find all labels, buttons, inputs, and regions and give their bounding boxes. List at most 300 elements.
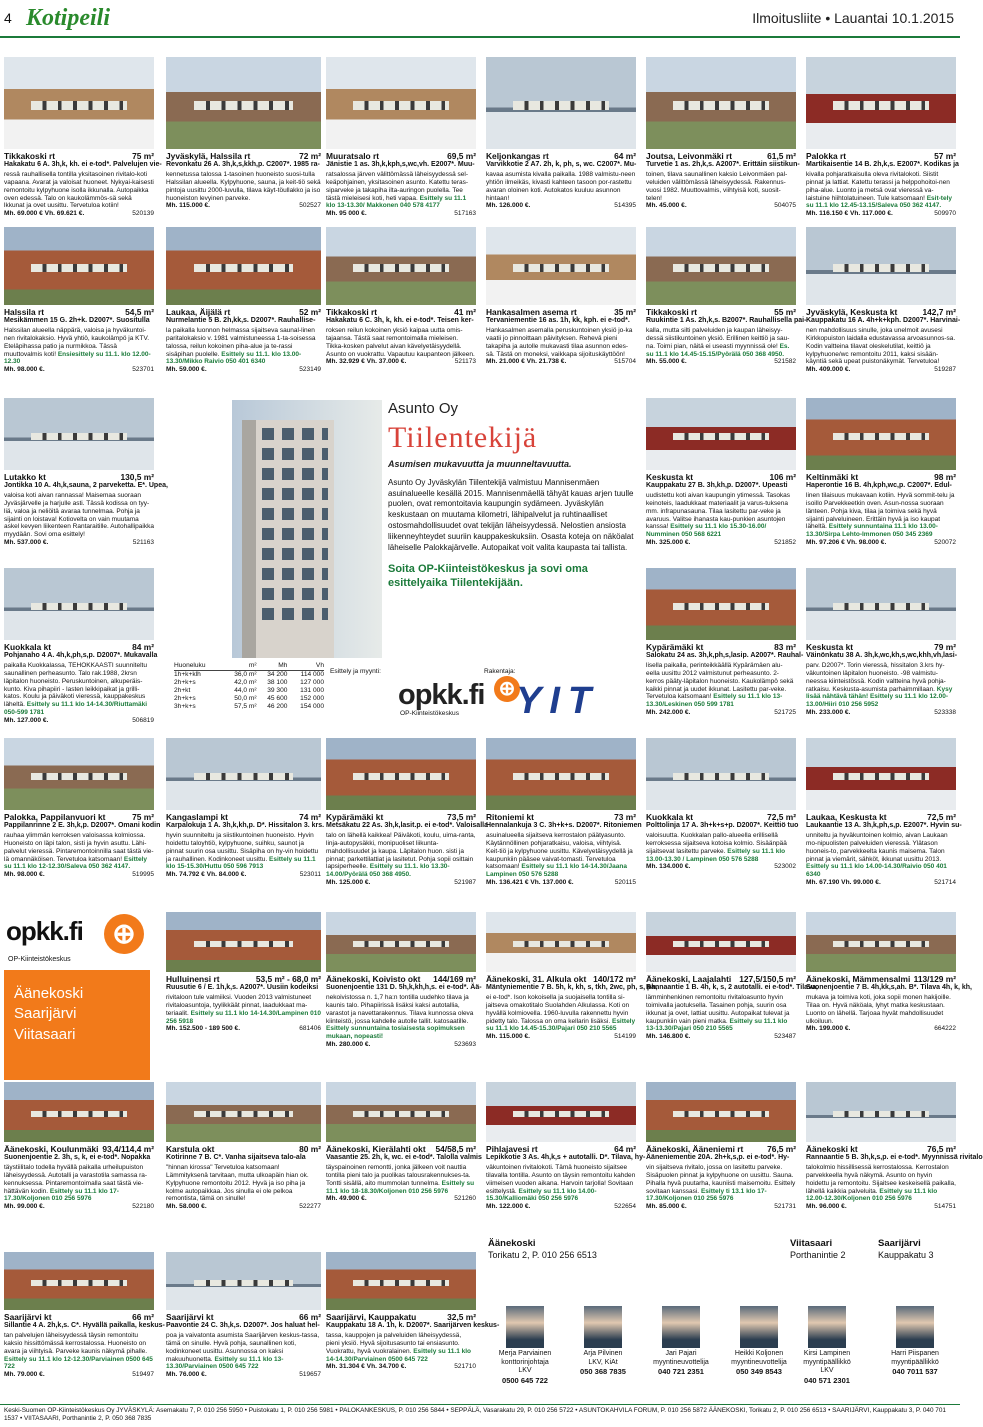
building-render	[232, 400, 382, 658]
listing-price-row	[486, 1033, 636, 1041]
listing-body	[166, 1164, 321, 1204]
listing-description: asuinalueella sijaitseva kerrostalon päätyasunto. Käytännöllinen pohjaratkaisu, valoisa, viihtyisä. Keit-tiö ja kylpyhuone uusittu. Kävelyetäisyydellä ja kaupunkiin pääsee vaivat-tomasti. Tervetuloa katsomaan!	[486, 831, 633, 871]
listing-description: väkuntoinen rivitalokoti. Tämä huoneisto sijaitsee tilavalla tontilla. Asunto on täysin remontoitu kahden viimeisen vuoden aikana. Harvoin tarjolla! Sovitaan esittelystä.	[486, 1163, 636, 1195]
listing-photo	[166, 227, 321, 305]
listing-description: "hinnan kirossa" Tervetuloa katsomaan! Lämmityksenä tarvitaan, mutta ulkoapäin hian ok. Kylpyhuone remontoitu 2012. Hyvä ja iso piha ja kolme autopaikkaa. Jos sinulla ei ole pelkoa remontista, tämä on sinulle!	[166, 1163, 309, 1203]
listing-title-row	[646, 812, 796, 822]
listing-title: Palokka, Pappilanvuori kt	[4, 812, 106, 822]
listing-card	[4, 227, 154, 405]
listing-card	[806, 398, 956, 590]
listing-photo	[326, 738, 476, 810]
office-viitasaari	[790, 1238, 846, 1261]
listing-title-row	[806, 642, 956, 652]
listing-description: talokolmio hissillisessä kerrostalossa. Kerrostalon parvekkeella hyvä näkymä. Asunto on hyvin hoidettu ja remontoitu. Sijaitsee keskeisellä paikalla, lähellä kaikkia palveluita.	[806, 1163, 956, 1195]
listing-price-row	[4, 717, 154, 725]
staff-name: Merja Parviainen	[498, 1350, 552, 1357]
listing-area: 130,5 m²	[120, 472, 154, 482]
listing-price: Mh. 21.000 € Vh. 21.738 €.	[486, 358, 567, 366]
listing-description: kivalla pohjaratkaisulla oleva rivitalokoti. Siistit pinnat ja lattiat. Katettu terassi ja helppohoitoi-nen piha-alue. Luonto ja metsä ovat vieressä va-laistuine hiihtolatuineen. Tule katsomaan!	[806, 170, 950, 202]
listing-price: Mh. 115.000 €.	[166, 202, 210, 210]
listing-price: Mh. 233.000 €.	[806, 709, 851, 717]
photo-windows	[194, 101, 293, 110]
listing-body	[646, 171, 796, 203]
listing-area: 41 m²	[454, 307, 476, 317]
opk-logo: opkk.fi	[398, 679, 485, 711]
listing-code: 521987	[454, 879, 476, 887]
listing-area: 74 m²	[299, 812, 321, 822]
table-row	[174, 703, 324, 711]
listing-text	[646, 307, 807, 367]
listing-address: Jänistie 1 as. 3h,k,kph,s,wc,vh. E2007*. Muu-	[326, 161, 475, 169]
photo-windows	[513, 1111, 609, 1117]
listing-text	[486, 1144, 646, 1211]
listing-area: 72,5 m²	[767, 812, 796, 822]
listing-description: kennetussa talossa 1-tasoinen huoneisto suosi-tulla Halssilan alueella. Kylpyhuone, sauna, ja keit-tiö sekä pintoja uusittu 2000-luvulla, tilava käyt-töullakko ja iso huoneiston levyinen parveke.	[166, 170, 321, 202]
listing-area: 113/129 m²	[913, 974, 956, 984]
listing-description: toinen, tilava saunallinen kaksio Leivonmäen pal-veluiden välittömässä läheisyydessä. Rakennus-vuosi 1982. Muuttovalmis, viihtyisä koti, suosit-telen!	[646, 170, 788, 202]
photo-windows	[31, 264, 127, 272]
listing-photo	[646, 738, 796, 810]
listing-price-row	[646, 709, 796, 717]
listing-title: Äänekoski, 31. Alkula okt	[486, 974, 587, 984]
listing-showing: Esittely su 11.1 klo 14.00-15.30/Kalliomäki 050 256 5976	[486, 1187, 597, 1203]
listing-address: Suonenjoentie 7 B. 4h,kk,s,ah. B*. Tilava 4h, k, kh,	[806, 984, 972, 992]
listing-description: parv. D2007*. Torin vieressä, hissitalon 3.krs hy-väkuntoinen läpitalon huoneisto. -98 valmistu-neessa kiinteistössä. Kodin valtteina hyvä pohja-ratkaisu. Keskusta-asumista parhaimmillaan.	[806, 661, 946, 693]
listing-body	[646, 662, 796, 710]
listing-area: 84 m²	[132, 642, 154, 652]
listing-card	[806, 1082, 983, 1252]
listing-price: Mh. 325.000 €.	[646, 539, 691, 547]
listing-address: Laukaantie 13 A. 3h,k,ph,s,p. E2007*. Hyvin su-	[806, 822, 962, 830]
listing-code: 521260	[454, 1195, 476, 1203]
listing-price: Mh. 69.000 € Vh. 69.621 €.	[4, 210, 85, 218]
listing-photo	[486, 1082, 636, 1142]
listing-code: 523011	[299, 871, 321, 879]
listing-area: 140/172 m²	[593, 974, 636, 984]
listing-price-row	[646, 358, 796, 366]
staff-phone: 0500 645 722	[502, 1375, 548, 1385]
listing-title: Saarijärvi, Kauppakatu	[326, 1312, 417, 1322]
listing-code: 522277	[299, 1203, 321, 1211]
listing-code: 504075	[774, 202, 796, 210]
listing-price: Mh. 96.000 €.	[806, 1203, 847, 1211]
listing-address: Suonenjoentie 2. 3h, s, k, ei e-tod*. Nopakka	[4, 1154, 151, 1162]
listing-area: 75 m²	[132, 151, 154, 161]
photo-windows	[31, 101, 127, 110]
listing-text	[806, 1144, 983, 1211]
listing-code: 521731	[774, 1203, 796, 1211]
listing-description: uudistettu koti aivan kaupungin ytimessä. Tasokas keinoteis, laadukkaat materiaalit ja varus-tuksena mm. infrapunasauna. Tilaa lasitettu par-veke ja avaruus. Valitse ihanasta kau-punkien asuntojen kanssa!	[646, 491, 791, 531]
listing-code: 521582	[774, 358, 796, 366]
opk-side-ad	[4, 912, 150, 1080]
listing-photo	[4, 738, 154, 810]
listing-title-row	[4, 642, 154, 652]
listing-card	[646, 738, 799, 930]
listing-price-row	[166, 1203, 321, 1211]
photo-windows	[833, 773, 929, 780]
table-row	[174, 671, 324, 680]
listing-area: 98 m²	[934, 472, 956, 482]
listing-text	[326, 151, 476, 218]
listing-price-row	[806, 1025, 956, 1033]
listing-price: Mh. 98.000 €.	[4, 871, 45, 879]
listing-text	[4, 642, 158, 725]
listing-price-row	[326, 358, 476, 366]
photo-windows	[673, 941, 769, 947]
photo-windows	[353, 1280, 449, 1286]
listing-price-row	[166, 871, 321, 879]
photo-windows	[833, 1111, 929, 1117]
listing-address: Salokatu 24 as. 3h,k,ph,s,lasip. A2007*. Rauhal-	[646, 652, 804, 660]
listing-card	[646, 227, 807, 405]
listing-area: 69,5 m²	[447, 151, 476, 161]
listing-title: Keltinmäki kt	[806, 472, 859, 482]
listing-description: la paikalla luonnon helmassa sijaitseva saunal-linen paritalokaksio v. 1981 valmistuneessa 1-ta-soisessa talossa, reilun kokoinen piha-alue ja te-rassi sisäpihan puolelle.	[166, 326, 316, 358]
listing-text	[806, 642, 956, 717]
listing-text	[326, 1312, 500, 1372]
listing-title-row	[486, 151, 636, 161]
listing-address: Tervaniementie 16 as. 1h, kk, kph. ei e-tod*.	[486, 317, 630, 325]
listing-description: rivitaloon tule valmiiksi. Vuoden 2013 valmistuneet rivitaloasuntoja, tyylikkäät pinnat, laadukkaat ma-teriaalit.	[166, 993, 312, 1017]
listing-title-row	[166, 1144, 321, 1154]
listing-text	[806, 307, 961, 374]
listing-code: 519657	[299, 1371, 321, 1379]
listing-title: Äänekoski, Koivisto okt	[326, 974, 421, 984]
listing-title: Tikkakoski rt	[646, 307, 698, 317]
listing-price-row	[4, 871, 154, 879]
project-slogan: Asumisen mukavuutta ja muunneltavuutta.	[388, 458, 572, 469]
yit-logo: YIT	[516, 680, 600, 722]
staff-card	[640, 1306, 722, 1376]
table-cell: 45 600	[267, 695, 288, 703]
photo-windows	[673, 264, 769, 272]
listing-title: Hankasalmen asema rt	[486, 307, 577, 317]
photo-windows	[513, 773, 609, 780]
listing-address: Polttolinja 17 A. 3h+k+s+p. D2007*. Keittiö tuo	[646, 822, 799, 830]
listing-address: Revonkatu 26 A. 3h,k,s,kkh,p. C2007*. 1985 ra-	[166, 161, 320, 169]
listing-address: Varvikkotie 2 A7. 2h, k, ph, s, wc. C2007*. Mu-	[486, 161, 637, 169]
listing-body	[806, 171, 956, 211]
listing-code: 523002	[774, 863, 796, 871]
listing-code: 521725	[774, 709, 796, 717]
listing-area: 72,5 m²	[927, 812, 956, 822]
table-cell: 3h+k+s	[174, 703, 196, 711]
listing-card	[486, 738, 642, 930]
listing-title-row	[166, 151, 321, 161]
listing-code: 519287	[934, 366, 956, 374]
listing-area: 54,5 m²	[125, 307, 154, 317]
photo-windows	[833, 101, 929, 110]
listing-title-row	[806, 974, 956, 984]
listing-price: Mh. 127.000 €.	[4, 717, 49, 725]
listing-title-row	[4, 307, 154, 317]
photo-windows	[673, 1111, 769, 1117]
listing-photo	[326, 227, 476, 305]
listing-code: 522180	[132, 1203, 154, 1211]
listing-title-row	[646, 1144, 796, 1154]
office-address: Kauppakatu 3	[878, 1249, 934, 1260]
listing-code: 523693	[454, 1041, 476, 1049]
photo-windows	[833, 433, 929, 440]
listing-price: Mh. 76.000 €.	[166, 1371, 207, 1379]
listing-price-row	[646, 863, 796, 871]
listing-price: Mh. 99.000 €.	[4, 1203, 45, 1211]
staff-card	[484, 1306, 566, 1385]
listing-card	[166, 1252, 321, 1390]
listing-photo	[486, 57, 636, 149]
listing-address: Pohjanaho 4 A. 4h,k,ph,s,p. D2007*. Mukavalla	[4, 652, 158, 660]
staff-name: Arja Pilvinen	[583, 1350, 623, 1357]
listing-price-row	[326, 1041, 476, 1049]
listing-card	[486, 227, 636, 405]
listing-body	[326, 832, 476, 880]
listing-body	[166, 832, 321, 872]
listing-text	[486, 151, 636, 211]
listing-title-row	[486, 1144, 636, 1154]
photo-windows	[194, 1111, 293, 1117]
opk-cities-box	[4, 970, 150, 1080]
listing-body	[4, 1164, 154, 1204]
listing-address: Kauppakatu 16 A. 4h+k+kph. D2007*. Harvinai-	[806, 317, 961, 325]
table-cell: 154 000	[300, 703, 324, 711]
listing-description: täystiilitalo todella hyvällä paikalla urheilupuiston läheisyydessä. Autotalli ja varastotila samassa ra-kennuksessa. Pintaremontoimalla saat tästä vie-hättävän kodin.	[4, 1163, 148, 1195]
listing-title: Saarijärvi kt	[4, 1312, 52, 1322]
listing-title: Kuokkala kt	[646, 812, 694, 822]
listing-title-row	[646, 307, 796, 317]
listing-code: 520115	[614, 879, 636, 887]
listing-title: Keskusta kt	[806, 642, 854, 652]
listing-title-row	[806, 151, 956, 161]
listing-photo	[326, 57, 476, 149]
staff-role: myyntineuvottelija	[731, 1358, 787, 1366]
listing-description: nekoivistossa n. 1,7 ha:n tontilla uudehko tilava ja kaunis talo. Pihapiirissä lisäksi kaksi autotallia, varastot ja navettarakennus. Tilava kunnossa oleva kiinteistö, jossa kahdelle autolle tallit. katosaatille.	[326, 993, 474, 1025]
listing-price: Mh. 74.792 € Vh. 84.000 €.	[166, 871, 247, 879]
listing-body	[166, 994, 321, 1026]
listing-price: Mh. 122.000 €.	[486, 1203, 531, 1211]
listing-area: 32,5 m²	[447, 1312, 476, 1322]
listing-price-row	[806, 1203, 956, 1211]
listing-photo	[326, 1252, 476, 1310]
listing-text	[166, 812, 325, 879]
listing-code: 523149	[299, 366, 321, 374]
listing-area: 73 m²	[614, 812, 636, 822]
listing-price: Mh. 199.000 €.	[806, 1025, 851, 1033]
listing-body	[4, 327, 154, 367]
listing-description: nen mahdollisuus sinulle, joka unelmoit avusesi Kirkkopuiston laidalla edustavassa arvoasunnos-sa. Kodin valtteina tilavat oleskelutilat, keittiö ja kylpyhuone/wc remontoitu 2011, kaksi sisään-käyntiä sekä upeat puistonäkymät. Tervetuloa!	[806, 326, 956, 366]
listing-address: Paavontie 24 C. 3h,k,s. D2007*. Jos haluat hel-	[166, 1322, 320, 1330]
listing-title: Äänekoski, Ääneniemi rt	[646, 1144, 744, 1154]
project-body: Asunto Oy Jyväskylän Tiilentekijä valmistuu Mannisenmäen asuinalueelle kesällä 2015. Mannisenmäellä tähyät kauas arjen tuulle puolen, ovat remontoitavia kaupungin sydämeen. Jyväskylän keskustaan on muutama kilometri, lähipalvelut ja ruhtinaalliset ostosmahdollisuudet ovat tekijän läheisyydessä. Nelostien ansiosta liikenneyhteydet suuriin kauppakeskuksiin. Osasta koteja on näköalat läheiselle Palokkajärvelle. Autopaikat voit valita kaupasta tai tallista.	[388, 477, 634, 552]
listing-body	[806, 662, 956, 710]
listing-price: Mh. 58.000 €.	[166, 1203, 207, 1211]
listing-body	[4, 171, 154, 211]
listing-code: 521852	[774, 539, 796, 547]
listing-title: Tikkakoski rt	[4, 151, 56, 161]
staff-card	[562, 1306, 644, 1376]
listing-address: Ruukintie 1 As. 2h,k,s. B2007*. Rauhallisella pai-	[646, 317, 807, 325]
opk-logo-large: opkk.fi	[6, 916, 83, 946]
listing-price: Mh. 136.421 € Vh. 137.000 €.	[486, 879, 574, 887]
listing-title-row	[646, 151, 796, 161]
listing-address: Nurmelantie 5 B. 2h,kk,s. D2007*. Rauhallise-	[166, 317, 316, 325]
listing-title: Keskusta kt	[646, 472, 694, 482]
listing-description: unniteltu ja hyväkuntoinen kolmio, aivan Laukaan mo-nipuolisten palveluiden vieressä. Ylätason huoneis-to, parvekkeelta kaunis maisema. Talon pinnat ja viemärit, sähköt, ikkunat uusittu 2013.	[806, 831, 948, 863]
staff-phone: 040 721 2351	[658, 1367, 704, 1377]
table-cell: 114 000	[300, 671, 324, 679]
listing-card	[486, 1082, 646, 1252]
listing-price: Mh. 152.500 - 189 500 €.	[166, 1025, 241, 1033]
listing-showing: Esittely su 11.1. klo 13.00-13.30/Mikko Raivio 050 401 6340	[166, 350, 302, 366]
listing-text	[4, 307, 154, 374]
listing-text	[326, 812, 488, 887]
listing-price-row	[4, 1371, 154, 1379]
table-cell: 2h+kt	[174, 687, 191, 695]
table-cell: 36,0 m²	[234, 671, 257, 679]
listing-title-row	[326, 812, 476, 822]
listing-text	[646, 812, 799, 872]
listing-body	[486, 994, 636, 1034]
listing-title-row	[166, 307, 321, 317]
photo-windows	[31, 1280, 127, 1286]
table-cell: 2h+k+s	[174, 679, 196, 687]
listing-title-row	[486, 812, 636, 822]
listing-title: Muuratsalo rt	[326, 151, 380, 161]
listing-photo	[806, 398, 956, 470]
table-cell: 50,0 m²	[234, 695, 257, 703]
listing-title: Palokka rt	[806, 151, 847, 161]
listing-area: 93,4/114,4 m²	[102, 1144, 154, 1154]
listing-code: 664222	[934, 1025, 956, 1033]
listing-photo	[4, 1082, 154, 1142]
listing-text	[166, 151, 321, 211]
listing-body	[326, 171, 476, 211]
opk-sub: OP-Kiinteistökeskus	[400, 710, 459, 717]
listing-price-row	[486, 1203, 636, 1211]
staff-card	[874, 1306, 956, 1376]
listing-body	[326, 327, 476, 359]
listing-showing: Esittely sunnuntaina 11.1 klo 13.00-13.30/Sirpa Lehto-Immonen 050 345 2369	[806, 523, 938, 539]
listing-photo	[4, 1252, 154, 1310]
listing-price-row	[646, 1033, 796, 1041]
staff-photo	[740, 1306, 778, 1348]
listing-title: Äänekoski, Koulunmäki	[4, 1144, 99, 1154]
table-row	[174, 695, 324, 703]
listing-card	[486, 912, 658, 1082]
listing-title: Lutakko kt	[4, 472, 46, 482]
listing-area: 64 m²	[614, 151, 636, 161]
listing-photo	[166, 738, 321, 810]
listing-text	[646, 151, 800, 211]
listing-title-row	[646, 642, 796, 652]
listing-title-row	[806, 472, 956, 482]
listing-address: Metsäkatu 22 As. 3h,k,lasit.p. ei e-tod*. Valoisalla	[326, 822, 488, 830]
listing-code: 521173	[454, 358, 476, 366]
page-number: 4	[4, 10, 12, 26]
listing-description: lisella paikalla, perinteikkäällä Kypärämäen alu-eella uusittu 2012 valmistunut perheasunto. 2-kerros pääty-läpitalon huoneisto. Kaukolämpö sekä kaikki pinnat ja uudet ikkunat. Lasitettu par-veke. Tervetuloa katsomaan!	[646, 661, 794, 701]
listing-address: Sillantie 4 A. 2h,k,s. C*. Hyvällä paikalla, keskus-	[4, 1322, 165, 1330]
listing-photo	[806, 568, 956, 640]
table-cell: 39 300	[267, 687, 288, 695]
listing-title-row	[4, 151, 154, 161]
listing-description: Hankasalmen asemalla peruskuntoinen yksiö jo-ka vaatii jo pinnoittaan päivityksen. Rehevä pieni takapiha ja autolle mukavasti tilaa asunnon edes-sä. Tästä on moneksi, vaikkapa sijoituskäyttöön!	[486, 326, 633, 358]
listing-area: 66 m²	[132, 1312, 154, 1322]
listing-address: Jontikka 10 A. 4h,k,sauna, 2 parveketta. E*. Upea,	[4, 482, 168, 490]
listing-title: Kuokkala kt	[4, 642, 52, 652]
listing-text	[646, 974, 818, 1041]
listing-body	[806, 1164, 956, 1204]
listing-address: Karpalokuja 1 A. 3h,k,kh,p. D*. Hissitalon 3. krs.	[166, 822, 325, 830]
listing-description: vin sijaitseva rivitalo, jossa on lasitettu parveke. Sisäpuolen pinnat ja kylpyhuone on uusittu. Sauna. Pihalla hyvä puutarha, kauniisti maisemoitu. Esittely sovitaan kanssasi.	[646, 1163, 796, 1195]
listing-showing: Esittely su 11.1. klo 13.30-14.00/Pyörälä 050 368 4950.	[326, 863, 450, 879]
listing-price: Mh. 146.800 €.	[646, 1033, 691, 1041]
listing-address: Kotirinne 7 B. C*. Vanha sijaitseva talo-ala	[166, 1154, 306, 1162]
section-date: Ilmoitusliite • Lauantai 10.1.2015	[752, 10, 954, 26]
listing-title-row	[326, 1312, 476, 1322]
project-title: Tiilentekijä	[388, 421, 538, 455]
listing-title: Äänekoski, Laajalahti	[646, 974, 732, 984]
photo-windows	[673, 603, 769, 610]
listing-code: 521710	[454, 1363, 476, 1371]
listing-area: 72 m²	[299, 151, 321, 161]
listing-price: Mh. 32.929 € Vh. 37.000 €.	[326, 358, 407, 366]
staff-name: Harri Piispanen	[891, 1350, 939, 1357]
listing-showing: Esittely su 11.1 klo 13-13.30/Pajari 050 210 5565	[646, 1017, 788, 1033]
listing-showing: Esittely su 11.1 klo 15.30-16.00/ Numminen 050 568 6221	[646, 523, 767, 539]
listing-text	[806, 974, 972, 1034]
listing-showing: Esittely su 11.1 klo 18-18.30/Koljonen 010 256 5976	[326, 1179, 475, 1195]
listing-price-row	[166, 202, 321, 210]
listing-code: 506819	[132, 717, 154, 725]
listing-photo	[646, 1082, 796, 1142]
office-saarijarvi	[878, 1238, 934, 1261]
listing-photo	[646, 568, 796, 640]
listing-text	[486, 974, 658, 1041]
op-symbol-large-icon: ⊕	[104, 914, 144, 954]
listing-showing: Esit-tely su 11.1 klo 12.45-13.15/Saleva 050 362 4147.	[806, 194, 952, 210]
listing-code: 517163	[454, 210, 476, 218]
listing-address: Hakakatu 6 A. 3h,k, kh. ei e-tod*. Palvelujen vie-	[4, 161, 162, 169]
photo-windows	[673, 773, 769, 780]
listing-description: talo on lähellä kaikkea! Päiväkoti, koulu, uima-ranta, linja-autopysäkki, monipuoliset liikunta-mahdollisuudet ja kaupa. Läpitalon huon. sisti ja pinnat; parkettilattiat ja lasitetut. Pohja sopii osittain lapsiperheelle.	[326, 831, 476, 871]
listing-price: Mh. 31.304 € Vh. 34.700 €.	[326, 1363, 407, 1371]
listing-body	[4, 492, 154, 540]
listing-title: Kypärämäki kt	[326, 812, 384, 822]
listing-address: Ruusutie 6 / E. 1h,k,s. A2007*. Uusiin kodeiksi	[166, 984, 319, 992]
listing-card	[166, 912, 321, 1082]
table-cell: 34 200	[267, 671, 288, 679]
listing-photo	[326, 1082, 476, 1142]
header-rule	[0, 36, 960, 38]
listing-title-row	[4, 812, 154, 822]
listing-showing: Esittely su 11.1 klo 13-13.30/ Makkonen 040 578 4177	[326, 194, 467, 210]
listing-price: Mh. 97.206 € Vh. 98.000 €.	[806, 539, 887, 547]
listing-price-row	[166, 1371, 321, 1379]
listing-title-row	[4, 1312, 154, 1322]
listing-price: Mh. 55.000 €.	[646, 358, 687, 366]
listing-body	[166, 171, 321, 203]
listing-title: Tikkakoski rt	[326, 307, 378, 317]
listing-body	[806, 832, 956, 880]
listing-area: 35 m²	[614, 307, 636, 317]
listing-code: 520139	[132, 210, 154, 218]
listing-photo	[4, 568, 154, 640]
listing-area: 64 m²	[614, 1144, 636, 1154]
listing-text	[166, 307, 321, 374]
listing-title: Keljonkangas rt	[486, 151, 549, 161]
listing-area: 80 m²	[299, 1144, 321, 1154]
listing-showing: Esittely su 11.1 klo 14-14.30/Lampinen 010 256 5918	[166, 1009, 322, 1025]
staff-card	[786, 1306, 868, 1385]
